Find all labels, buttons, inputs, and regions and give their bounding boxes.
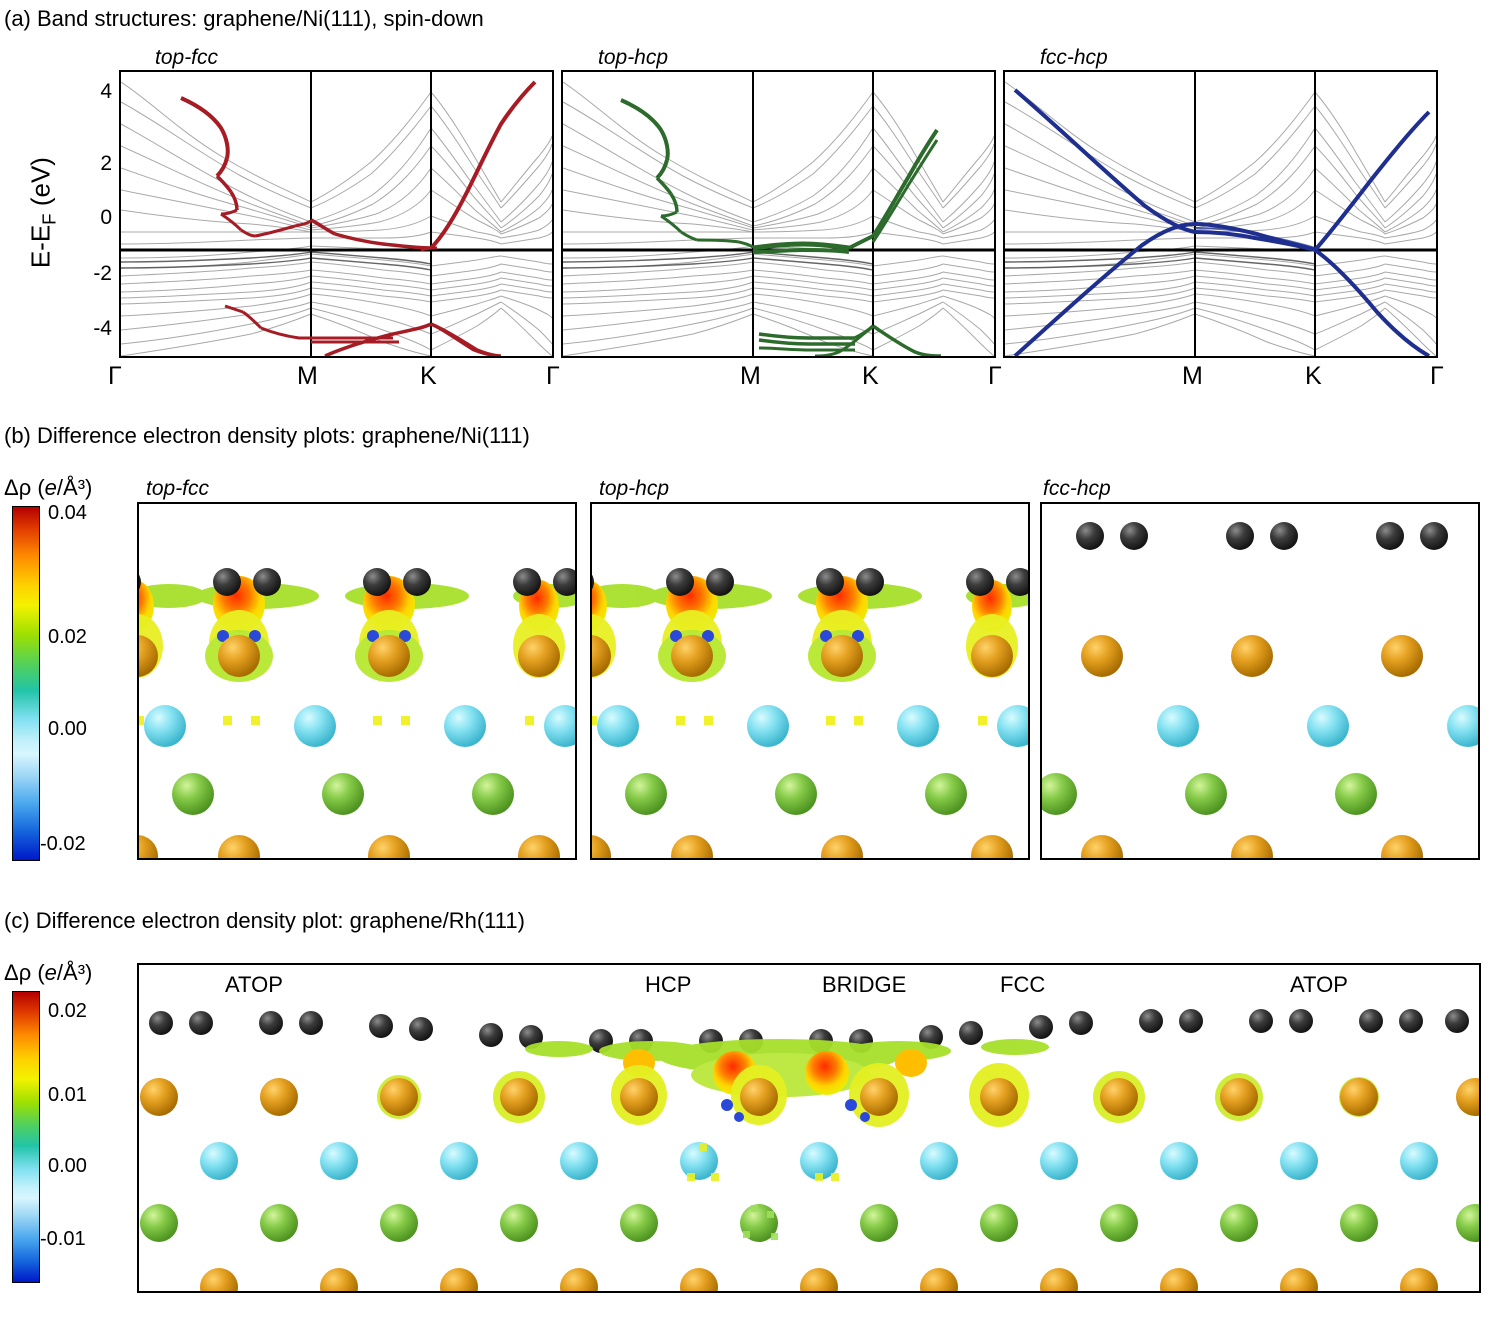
cbar-c-title-tail: /Å³) bbox=[56, 960, 93, 985]
density-plot-graphene-rh bbox=[137, 963, 1481, 1293]
band-plot-svg-top-hcp bbox=[563, 72, 994, 356]
density-svg-top-fcc bbox=[139, 504, 575, 858]
metal-third-layer bbox=[625, 773, 967, 815]
cbar-b-title-tail: /Å³) bbox=[56, 475, 93, 500]
site-label-atop-left: ATOP bbox=[225, 972, 283, 997]
site-label-hcp: HCP bbox=[645, 972, 692, 997]
y-axis-label-main: E-E bbox=[25, 224, 56, 269]
metal-first-layer bbox=[139, 635, 560, 677]
panel-b-colorbar-title bbox=[4, 475, 92, 501]
panel-b-colorbar bbox=[12, 506, 40, 861]
density-svg-top-hcp bbox=[592, 504, 1028, 858]
panel-b-title-top-hcp: top-hcp bbox=[599, 477, 670, 500]
cbar-b-title-head: Δρ ( bbox=[4, 475, 45, 500]
caption-panel-c: (c) Difference electron density plot: graphene/Rh(111) bbox=[4, 908, 525, 933]
site-label-fcc: FCC bbox=[1000, 972, 1046, 997]
panel-c-cbar-tick-1: 0.01 bbox=[48, 1084, 87, 1106]
density-plot-fcc-hcp bbox=[1040, 502, 1480, 860]
y-axis-label-unit: (eV) bbox=[25, 157, 56, 214]
panel-b-cbar-tick-3: -0.02 bbox=[40, 833, 86, 855]
panel-c-cbar-tick-0: 0.02 bbox=[48, 1000, 87, 1022]
metal-fourth-layer bbox=[1081, 835, 1423, 858]
panel-a-kpt-k-1: K bbox=[420, 362, 437, 390]
metal-second-layer bbox=[597, 705, 1028, 747]
panel-a-kpt-gamma-2: Γ bbox=[546, 362, 560, 390]
panel-a-ytick-neg2: -2 bbox=[93, 262, 112, 285]
panel-a-ytick-neg4: -4 bbox=[93, 317, 112, 340]
panel-a-kpt-m-3: M bbox=[1182, 362, 1203, 390]
panel-b-cbar-tick-2: 0.00 bbox=[48, 718, 87, 740]
band-structure-plot-top-hcp bbox=[561, 70, 996, 358]
panel-a-kpt-gamma-4: Γ bbox=[1430, 362, 1444, 390]
metal-second-layer bbox=[1157, 705, 1478, 747]
y-axis-label-sub: F bbox=[38, 213, 60, 225]
metal-third-layer bbox=[172, 773, 514, 815]
density-svg-fcc-hcp bbox=[1042, 504, 1478, 858]
metal-second-layer bbox=[144, 705, 575, 747]
panel-b-cbar-tick-0: 0.04 bbox=[48, 502, 87, 524]
carbon-atoms bbox=[1076, 522, 1448, 550]
band-structure-plot-fcc-hcp bbox=[1003, 70, 1438, 358]
panel-a-kpt-m-1: M bbox=[297, 362, 318, 390]
cbar-b-title-italic: e bbox=[44, 475, 57, 500]
panel-a-ytick-4: 4 bbox=[100, 80, 112, 103]
panel-a-title-fcc-hcp: fcc-hcp bbox=[1040, 46, 1108, 69]
panel-a-ytick-0: 0 bbox=[100, 206, 112, 229]
band-plot-svg-fcc-hcp bbox=[1005, 72, 1436, 356]
panel-a-kpt-k-3: K bbox=[1305, 362, 1322, 390]
panel-c-cbar-tick-3: -0.01 bbox=[40, 1228, 86, 1250]
panel-c-colorbar bbox=[12, 991, 40, 1283]
metal-fourth-layer bbox=[200, 1268, 1438, 1291]
band-plot-svg-top-fcc bbox=[121, 72, 552, 356]
metal-third-layer bbox=[140, 1204, 1479, 1242]
panel-b-title-fcc-hcp: fcc-hcp bbox=[1043, 477, 1111, 500]
site-label-atop-right: ATOP bbox=[1290, 972, 1348, 997]
panel-a-title-top-fcc: top-fcc bbox=[155, 46, 219, 69]
site-label-bridge: BRIDGE bbox=[822, 972, 907, 997]
panel-b-cbar-tick-1: 0.02 bbox=[48, 626, 87, 648]
panel-c-colorbar-title bbox=[4, 960, 92, 986]
panel-b-title-top-fcc: top-fcc bbox=[146, 477, 210, 500]
metal-first-layer bbox=[1081, 635, 1423, 677]
density-svg-graphene-rh bbox=[139, 965, 1479, 1291]
density-plot-top-fcc bbox=[137, 502, 577, 860]
cbar-c-title-italic: e bbox=[44, 960, 57, 985]
panel-a-title-top-hcp: top-hcp bbox=[598, 46, 669, 69]
panel-a-kpt-gamma-3: Γ bbox=[988, 362, 1002, 390]
band-structure-plot-top-fcc bbox=[119, 70, 554, 358]
metal-third-layer bbox=[1042, 773, 1377, 815]
caption-panel-b: (b) Difference electron density plots: graphene/Ni(111) bbox=[4, 423, 530, 448]
panel-c-cbar-tick-2: 0.00 bbox=[48, 1155, 87, 1177]
metal-fourth-layer bbox=[592, 835, 1013, 858]
panel-a-kpt-k-2: K bbox=[862, 362, 879, 390]
panel-a-kpt-m-2: M bbox=[740, 362, 761, 390]
cbar-c-title-head: Δρ ( bbox=[4, 960, 45, 985]
panel-a-ytick-2: 2 bbox=[100, 152, 112, 175]
metal-fourth-layer bbox=[139, 835, 560, 858]
metal-first-layer bbox=[592, 635, 1013, 677]
panel-a-kpt-gamma-1: Γ bbox=[108, 362, 122, 390]
caption-panel-a: (a) Band structures: graphene/Ni(111), spin-down bbox=[4, 6, 484, 31]
density-plot-top-hcp bbox=[590, 502, 1030, 860]
